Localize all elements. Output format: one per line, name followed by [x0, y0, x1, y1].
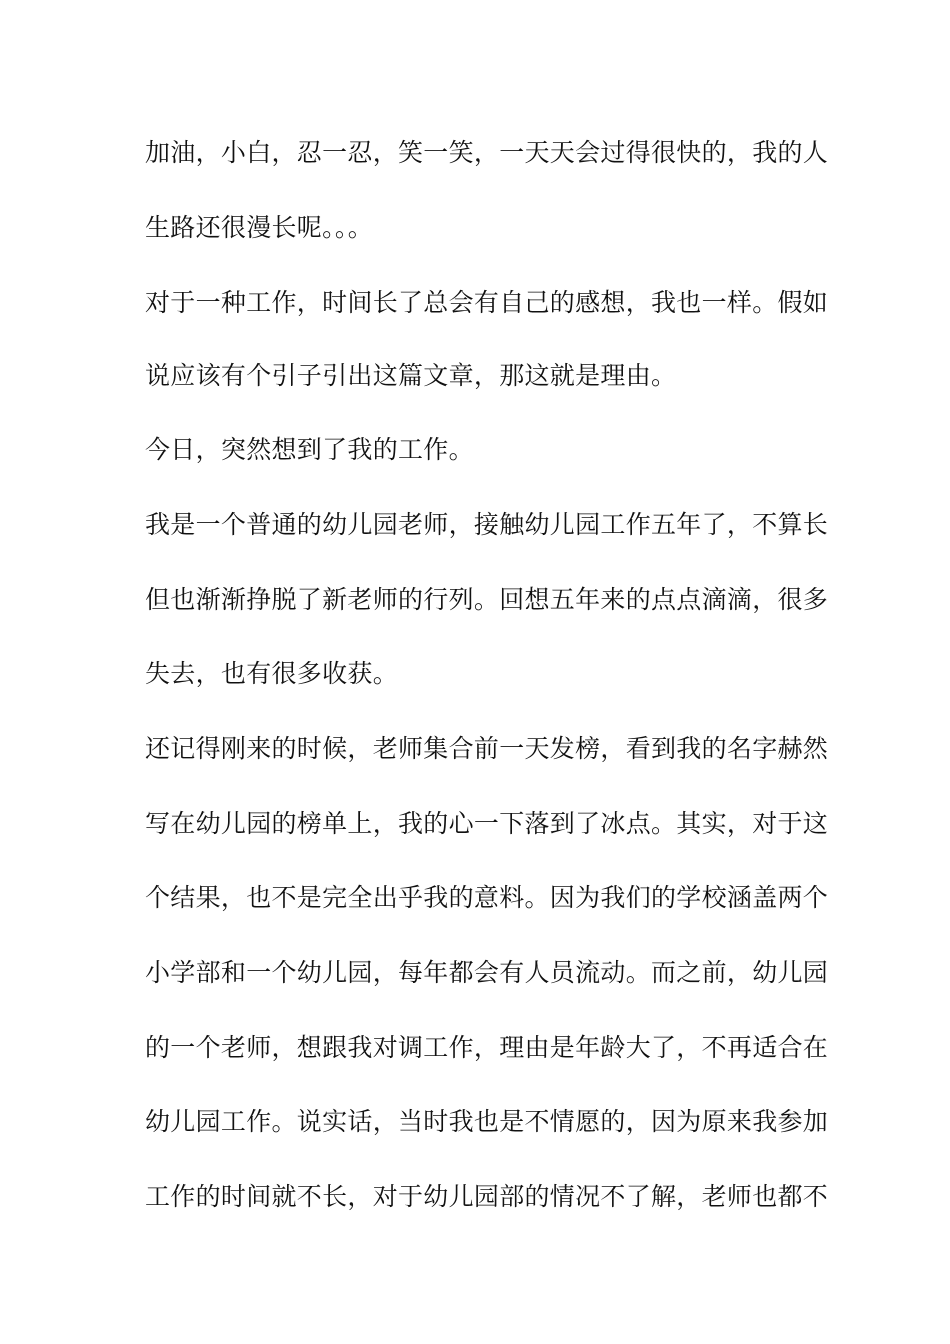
text-line: 今日，突然想到了我的工作。 — [145, 435, 474, 464]
text-line: 的一个老师，想跟我对调工作，理由是年龄大了，不再适合在 — [145, 1033, 829, 1062]
text-line: 对于一种工作，时间长了总会有自己的感想，我也一样。假如 — [145, 288, 829, 317]
text-line: 但也渐渐挣脱了新老师的行列。回想五年来的点点滴滴，很多 — [145, 585, 829, 614]
text-line: 工作的时间就不长，对于幼儿园部的情况不了解，老师也都不 — [145, 1182, 829, 1211]
text-line: 小学部和一个幼儿园，每年都会有人员流动。而之前，幼儿园 — [145, 958, 829, 987]
text-line: 幼儿园工作。说实话，当时我也是不情愿的，因为原来我参加 — [145, 1107, 829, 1136]
text-line: 我是一个普通的幼儿园老师，接触幼儿园工作五年了，不算长 — [145, 510, 829, 539]
text-line: 生路还很漫长呢。。。 — [145, 213, 374, 242]
text-line: 加油，小白，忍一忍，笑一笑，一天天会过得很快的，我的人 — [145, 138, 829, 167]
text-line: 个结果，也不是完全出乎我的意料。因为我们的学校涵盖两个 — [145, 883, 829, 912]
text-line: 说应该有个引子引出这篇文章，那这就是理由。 — [145, 361, 677, 390]
text-line: 写在幼儿园的榜单上，我的心一下落到了冰点。其实，对于这 — [145, 809, 829, 838]
text-line: 还记得刚来的时候，老师集合前一天发榜，看到我的名字赫然 — [145, 734, 829, 763]
text-line: 失去，也有很多收获。 — [145, 659, 399, 688]
